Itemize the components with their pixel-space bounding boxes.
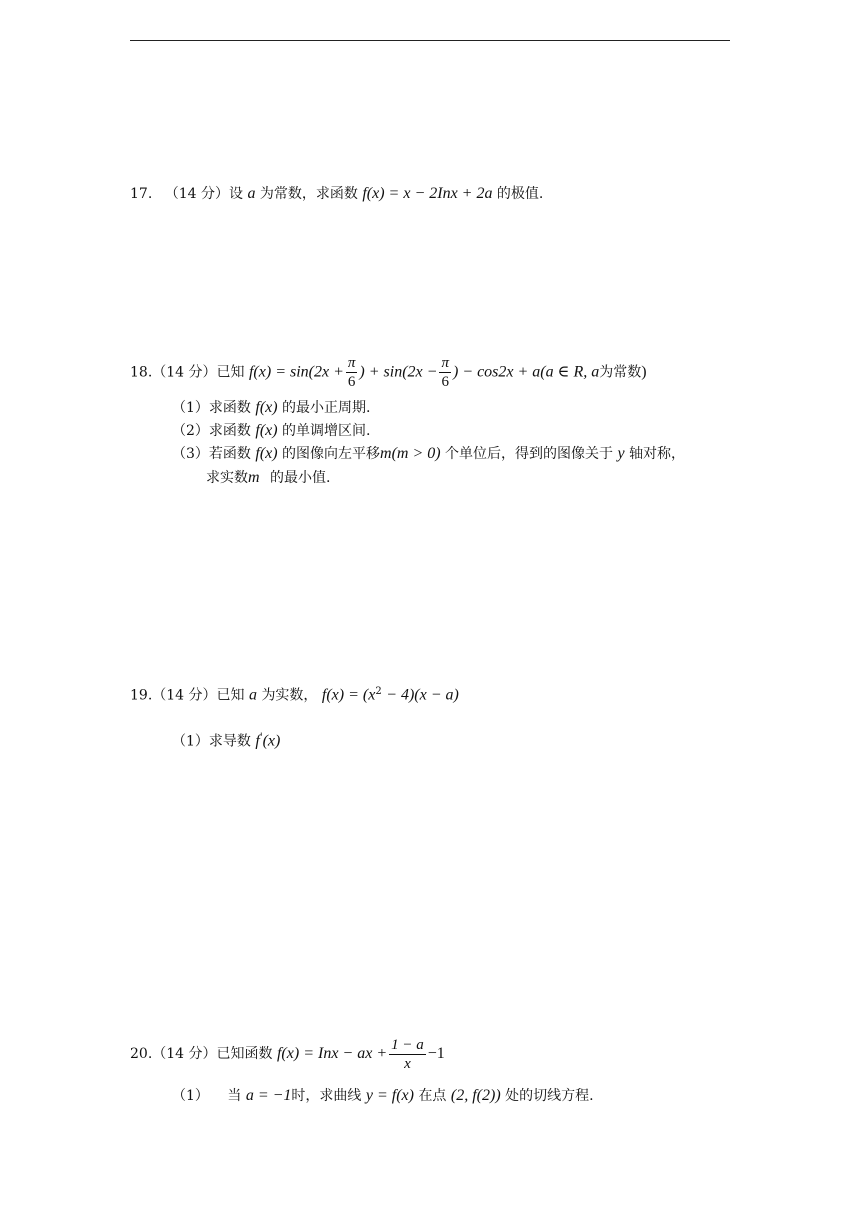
q17-points: （14 分） [164, 186, 229, 202]
q18-p1-label: （1） [172, 400, 209, 416]
q19-number: 19. [130, 687, 153, 704]
q18-formula-right: ) − cos2x + a(a ∈ R, a [452, 363, 600, 381]
q17-text-2: 为常数，求函数 [259, 186, 358, 202]
q18-fraction-1 [346, 354, 358, 391]
header-rule [130, 40, 730, 41]
q18-p1-text-a: 求函数 [208, 400, 251, 416]
q18-frac2-num: π [441, 355, 449, 371]
q18-p3-text-c: 个单位后，得到的图像关于 [445, 446, 614, 462]
q20-frac-num: 1 − a [391, 1036, 424, 1053]
q18-p3-m-cond: m(m > 0) [380, 445, 441, 462]
q18-p3-label: （3） [172, 446, 209, 462]
q19-text-2: 为实数， [261, 687, 318, 704]
q18-points: （14 分） [152, 364, 217, 381]
q18-close-paren: ) [641, 363, 647, 381]
q17-formula: f(x) = x − 2Inx + 2a [362, 185, 493, 202]
q20-part-1 [172, 1086, 594, 1106]
q17-var-a: a [247, 185, 256, 202]
q20-p1-text-a: 当 [227, 1088, 242, 1104]
q20-fraction [389, 1036, 426, 1073]
q18-part-3-cont [206, 468, 330, 488]
question-19 [130, 682, 459, 706]
q18-frac2-den: 6 [441, 374, 449, 390]
q18-p3-text-a: 若函数 [208, 446, 251, 462]
q19-formula-a: f(x) = (x [321, 686, 376, 704]
question-17 [130, 184, 543, 204]
q18-frac1-num: π [347, 355, 356, 371]
q17-text-1: 设 [228, 186, 243, 202]
q18-text-1: 已知 [216, 364, 245, 381]
q17-text-3: 的极值. [496, 186, 544, 202]
q18-p3-text-d: 轴对称， [629, 446, 686, 462]
q18-p3-fx: f(x) [255, 445, 278, 462]
q18-fraction-2 [439, 354, 451, 391]
q18-part-3 [172, 444, 685, 464]
q18-p3-m-var: m [248, 469, 260, 486]
q18-text-const: 为常数 [599, 364, 642, 381]
question-18 [130, 354, 647, 391]
q20-points: （14 分） [152, 1046, 217, 1062]
q20-number: 20. [130, 1046, 153, 1062]
q19-text-1: 已知 [216, 687, 245, 704]
question-20 [130, 1034, 445, 1074]
q19-p1-text: 求导数 [208, 733, 251, 750]
q17-number: 17. [130, 186, 153, 202]
q19-part-1 [172, 728, 280, 752]
q20-text-1: 已知函数 [216, 1046, 273, 1062]
q20-p1-label: （1） [172, 1088, 209, 1104]
q20-a-value: a = −1 [245, 1087, 292, 1104]
q18-part-1 [172, 398, 370, 418]
q18-p1-fx: f(x) [255, 399, 278, 416]
q19-deriv-f: f [255, 732, 260, 750]
q18-formula-mid: ) + sin(2x − [359, 363, 438, 381]
q18-p3-text-b: 的图像向左平移 [282, 446, 381, 462]
q18-frac1-den: 6 [347, 374, 356, 390]
q18-p2-text-a: 求函数 [208, 423, 251, 439]
q20-p1-text-b: 时，求曲线 [291, 1088, 362, 1104]
q20-point: (2, f(2)) [450, 1087, 501, 1104]
q19-formula-b: − 4)(x − a) [386, 686, 459, 704]
q19-points: （14 分） [152, 687, 217, 704]
q18-p2-label: （2） [172, 423, 209, 439]
q20-frac-den: x [404, 1055, 411, 1072]
q20-formula-right: −1 [427, 1045, 445, 1062]
q19-square: 2 [375, 686, 382, 697]
q19-p1-label: （1） [172, 733, 209, 750]
q20-p1-text-d: 处的切线方程. [505, 1088, 594, 1104]
q20-curve: y = f(x) [365, 1087, 414, 1104]
q18-p2-text-b: 的单调增区间. [282, 423, 371, 439]
q18-p1-text-b: 的最小正周期. [282, 400, 371, 416]
q18-number: 18. [130, 364, 153, 381]
q18-p2-fx: f(x) [255, 422, 278, 439]
q18-p3-text-f: 的最小值. [270, 470, 331, 486]
q19-var-a: a [248, 686, 257, 704]
q18-formula-left: f(x) = sin(2x + [248, 363, 344, 381]
q19-deriv-x: (x) [262, 732, 281, 750]
q20-formula-left: f(x) = Inx − ax + [276, 1045, 388, 1062]
q18-p3-y-var: y [617, 445, 625, 462]
q19-deriv-prime: ' [259, 732, 263, 743]
q18-p3-text-e: 求实数 [206, 470, 248, 486]
q20-p1-text-c: 在点 [418, 1088, 447, 1104]
q18-part-2 [172, 421, 370, 441]
